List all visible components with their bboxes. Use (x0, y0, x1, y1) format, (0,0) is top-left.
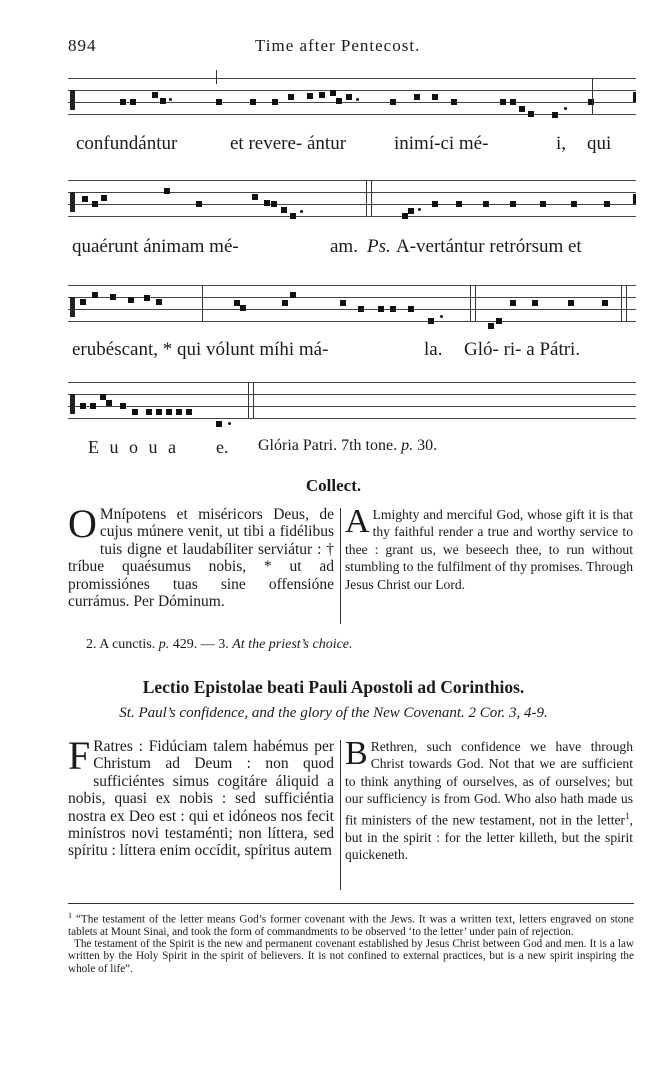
chant-staff-3 (68, 285, 636, 333)
lyric: A-vertántur retrórsum et (396, 236, 582, 257)
chant-lyrics-4 (68, 437, 638, 461)
chant-staff-2 (68, 180, 636, 228)
lyric: et revere- ántur (230, 133, 347, 154)
clef-icon (70, 192, 75, 212)
gloria-patri-ref: Glória Patri. 7th tone. p. 30. (258, 437, 438, 454)
clef-icon (70, 90, 75, 110)
drop-cap: F (68, 733, 91, 778)
chant-staff-1 (68, 78, 636, 126)
lyric: inimí-ci mé- (394, 133, 489, 154)
collect-english (345, 503, 633, 593)
lyric: confundántur (76, 133, 178, 154)
lyric: Gló- ri- a Pátri. (464, 339, 581, 360)
lyric: qui (587, 133, 612, 154)
collect-latin-text: Mnípotens et miséricors Deus, de cujus múnere venit, ut tibi a fidélibus tuis digne et laudabíliter serviátur : † tríbue quaésumus nobis, * ut ad promissiónes tuas sine offensióne currámus. Per Dóminum. (68, 506, 334, 611)
running-title: Time after Pentecost. (255, 36, 421, 55)
page-number: 894 (68, 36, 97, 55)
column-divider (340, 508, 341, 624)
drop-cap: B (345, 735, 368, 772)
drop-cap: O (68, 501, 97, 546)
clef-icon (70, 297, 75, 317)
footnote-rule (68, 903, 634, 904)
epistle-subheading: St. Paul’s confidence, and the glory of the New Covenant. 2 Cor. 3, 4-9. (119, 705, 548, 721)
footnote: $^1$ “The testament of the letter means God’s former covenant with the Jews. It was a written text, letters engraved on stone tablets at Mount Sinai, and took the form of commandments to be observed ‘to the letter’ under pain of rejection. The testament of the Spirit is the new and permanent covenant established by Jesus Christ between God and men. It is a law written by the Holy Spirit in the spirit of believers. It is not confined to external practices, but is a new spirit inspiring the whole of life”. (68, 911, 634, 975)
lyric: quaérunt ánimam mé- (72, 236, 239, 257)
lyric: e. (216, 437, 229, 457)
drop-cap: A (345, 503, 370, 540)
chant-lyrics-1 (68, 133, 638, 157)
chant-lyrics-2 (68, 236, 638, 260)
lyric: la. (424, 339, 443, 360)
collect-latin (68, 501, 334, 611)
epistle-latin (68, 733, 334, 860)
lyric: Ps. (367, 236, 391, 257)
collect-english-text: Lmighty and merciful God, whose gift it is that thy faithful render a true and worthy service to thee : grant us, we beseech thee, to run without stumbling to the fulfilment of thy promises. Through Jesus Christ our Lord. (345, 507, 633, 592)
lyric: am. (330, 236, 358, 257)
epistle-heading: Lectio Epistolae beati Pauli Apostoli ad Corinthios. (142, 677, 525, 697)
collect-notes: 2. A cunctis. p. 429. — 3. At the priest’s choice. (86, 637, 353, 652)
collect-heading: Collect. (305, 476, 362, 495)
footnote-ref: 1 (625, 810, 630, 821)
column-divider (340, 740, 341, 890)
lyric: i, (556, 133, 567, 154)
epistle-latin-text: Ratres : Fidúciam talem habémus per Christum ad Deum : non quod sufficiéntes simus cogitáre áliquid a nobis, quasi ex nobis : sed sufficiéntia nostra ex Deo est : qui et idóneos nos fecit minístros novi testaménti; non líttera, sed spíritu : líttera enim occídit, spíritus autem (68, 738, 334, 860)
chant-staff-4 (68, 382, 636, 430)
epistle-english: B Rethren, such confidence we have through Christ towards God. Not that we are sufficient to think anything of ourselves, as of ourselves; but our sufficiency is from God. Who also hath made us fit ministers of the new testament, not in the letter$^1$, but in the spirit : for the letter killeth, but the spirit quickeneth. (345, 735, 633, 862)
lyric: E u o u a (88, 437, 179, 457)
lyric: erubéscant, * qui vólunt míhi má- (72, 339, 329, 360)
chant-lyrics-3 (68, 339, 638, 363)
clef-icon (70, 394, 75, 414)
